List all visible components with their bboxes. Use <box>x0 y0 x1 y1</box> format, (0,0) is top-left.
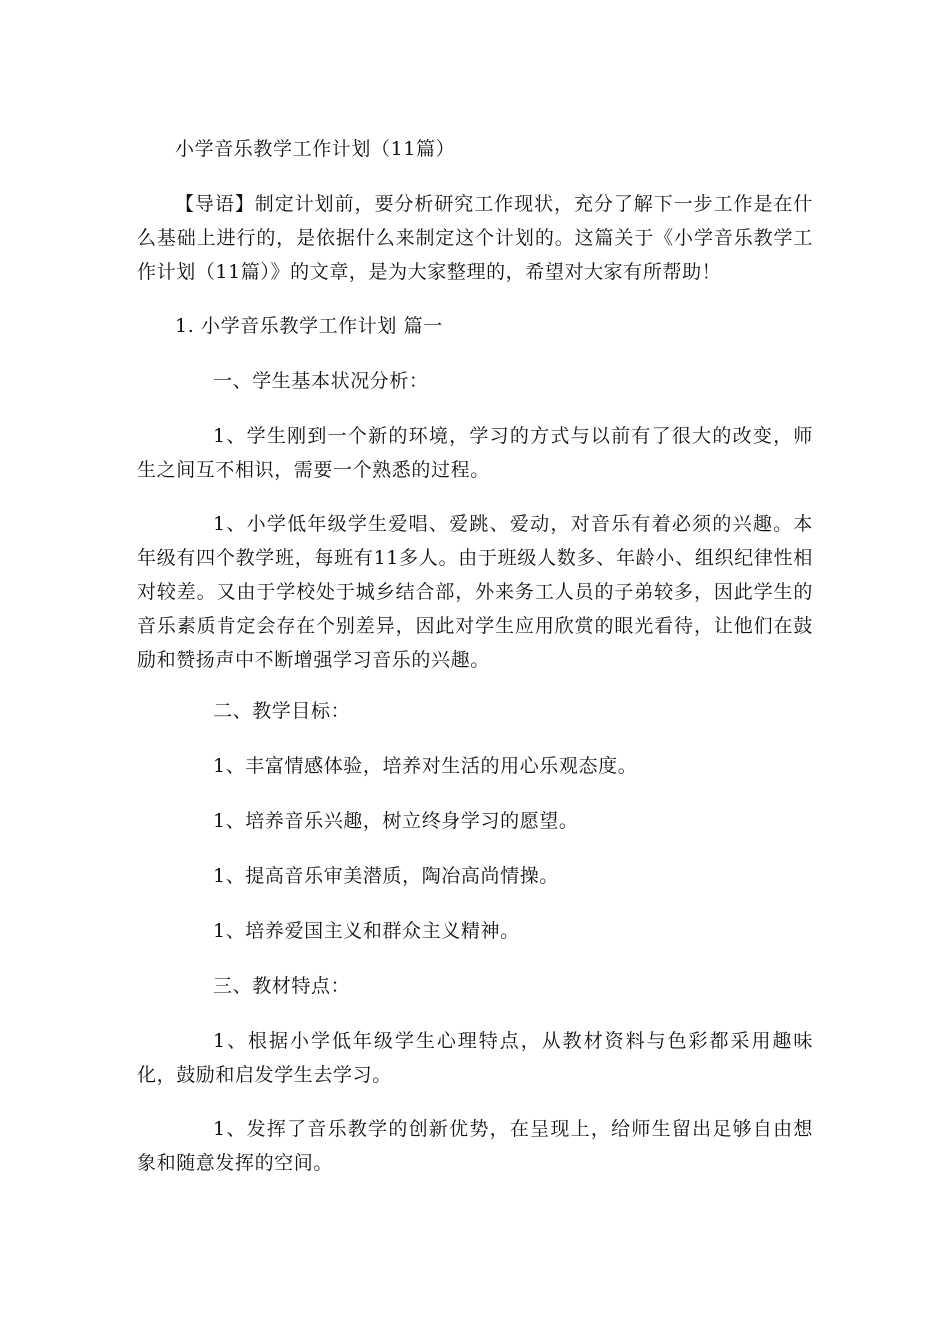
goal-item: 1、培养音乐兴趣，树立终身学习的愿望。 <box>213 810 579 832</box>
paragraph-new-environment: 1、学生刚到一个新的环境，学习的方式与以前有了很大的改变，师生之间互不相识，需要一个熟悉的过程。 <box>137 425 813 481</box>
document-title: 小学音乐教学工作计划（11篇） <box>175 138 456 160</box>
goal-item: 1、提高音乐审美潜质，陶冶高尚情操。 <box>213 865 559 887</box>
section-title: 1. 小学音乐教学工作计划 篇一 <box>175 315 443 337</box>
feature-item: 1、发挥了音乐教学的创新优势，在呈现上，给师生留出足够自由想象和随意发挥的空间。 <box>137 1118 813 1174</box>
intro-paragraph: 【导语】制定计划前，要分析研究工作现状，充分了解下一步工作是在什么基础上进行的，是依据什么来制定这个计划的。这篇关于《小学音乐教学工作计划（11篇）》的文章，是为大家整理的，希望对大家有所帮助！ <box>137 193 813 283</box>
goal-item: 1、丰富情感体验，培养对生活的用心乐观态度。 <box>213 755 638 777</box>
goal-item: 1、培养爱国主义和群众主义精神。 <box>213 920 520 942</box>
feature-item: 1、根据小学低年级学生心理特点，从教材资料与色彩都采用趣味化，鼓励和启发学生去学习。 <box>137 1030 813 1086</box>
heading-teaching-goals: 二、教学目标： <box>213 700 351 722</box>
paragraph-student-interest: 1、小学低年级学生爱唱、爱跳、爱动，对音乐有着必须的兴趣。本年级有四个教学班，每班有11多人。由于班级人数多、年龄小、组织纪律性相对较差。又由于学校处于城乡结合部，外来务工人员的子弟较多，因此学生的音乐素质肯定会存在个别差异，因此对学生应用欣赏的眼光看待，让他们在鼓励和赞扬声中不断增强学习音乐的兴趣。 <box>137 513 813 671</box>
heading-textbook-features: 三、教材特点： <box>213 975 351 997</box>
heading-student-analysis: 一、学生基本状况分析： <box>213 370 429 392</box>
